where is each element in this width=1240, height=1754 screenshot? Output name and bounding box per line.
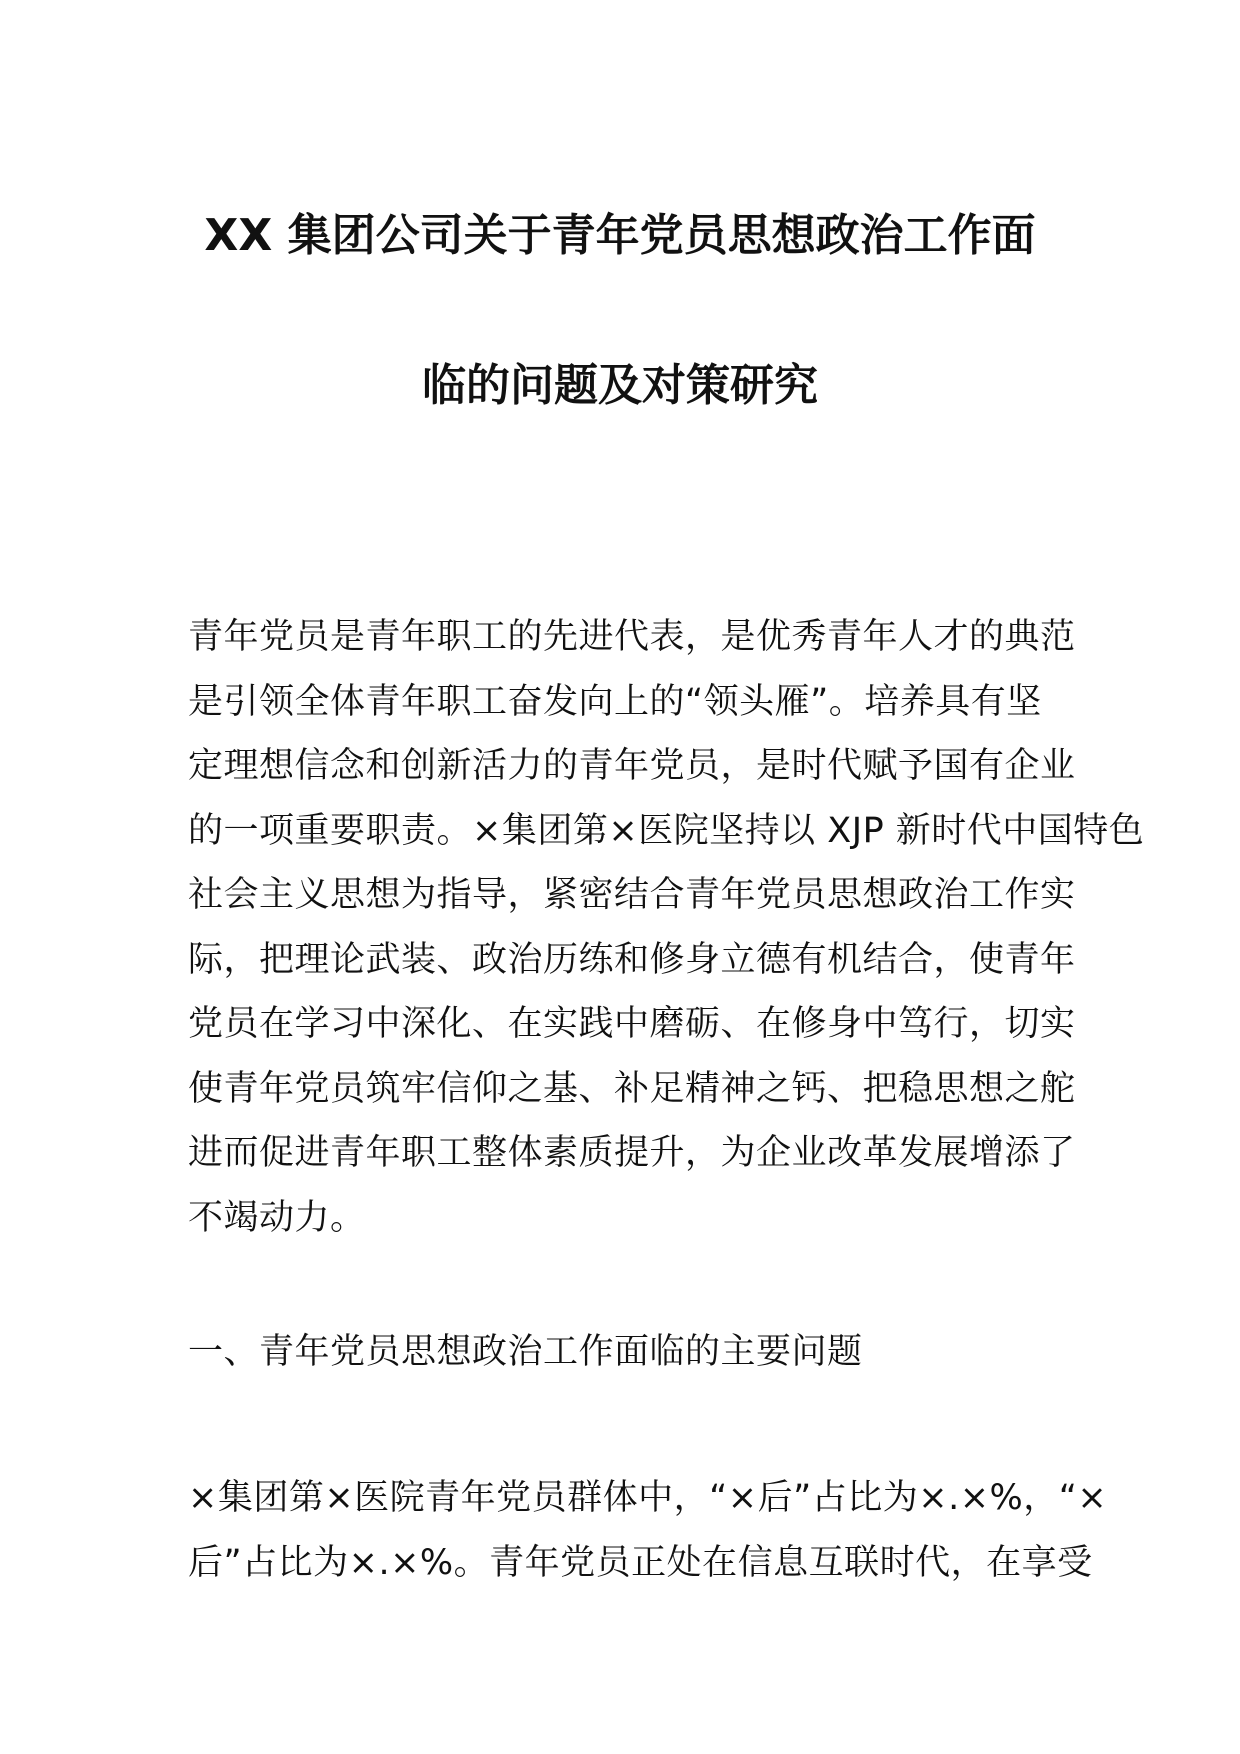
paragraph-line: 是引领全体青年职工奋发向上的“领头雁”。培养具有坚: [188, 681, 1042, 722]
document-title-line-1: XX 集团公司关于青年党员思想政治工作面: [204, 210, 1036, 261]
paragraph-line: 的一项重要职责。×集团第×医院坚持以 XJP 新时代中国特色: [188, 810, 1145, 851]
section-heading-1: 一、青年党员思想政治工作面临的主要问题: [188, 1332, 863, 1372]
paragraph-line: 社会主义思想为指导，紧密结合青年党员思想政治工作实: [188, 875, 1076, 915]
intro-paragraph: [188, 605, 1145, 1250]
paragraph-line: 进而促进青年职工整体素质提升，为企业改革发展增添了: [188, 1133, 1076, 1173]
paragraph-line: 际，把理论武装、政治历练和修身立德有机结合，使青年: [188, 939, 1076, 980]
paragraph-line: 定理想信念和创新活力的青年党员，是时代赋予国有企业: [188, 746, 1076, 786]
paragraph-line: 使青年党员筑牢信仰之基、补足精神之钙、把稳思想之舵: [188, 1068, 1076, 1109]
paragraph-line: 不竭动力。: [188, 1197, 366, 1238]
paragraph-line: 党员在学习中深化、在实践中磨砺、在修身中笃行，切实: [188, 1004, 1076, 1044]
section-1-paragraph: [188, 1466, 1108, 1595]
paragraph-line: 青年党员是青年职工的先进代表，是优秀青年人才的典范: [188, 617, 1076, 657]
paragraph-line: 后”占比为×.×%。青年党员正处在信息互联时代，在享受: [188, 1542, 1093, 1583]
paragraph-line: ×集团第×医院青年党员群体中，“×后”占比为×.×%，“×: [188, 1478, 1108, 1518]
document-title-line-2: 临的问题及对策研究: [422, 360, 818, 411]
